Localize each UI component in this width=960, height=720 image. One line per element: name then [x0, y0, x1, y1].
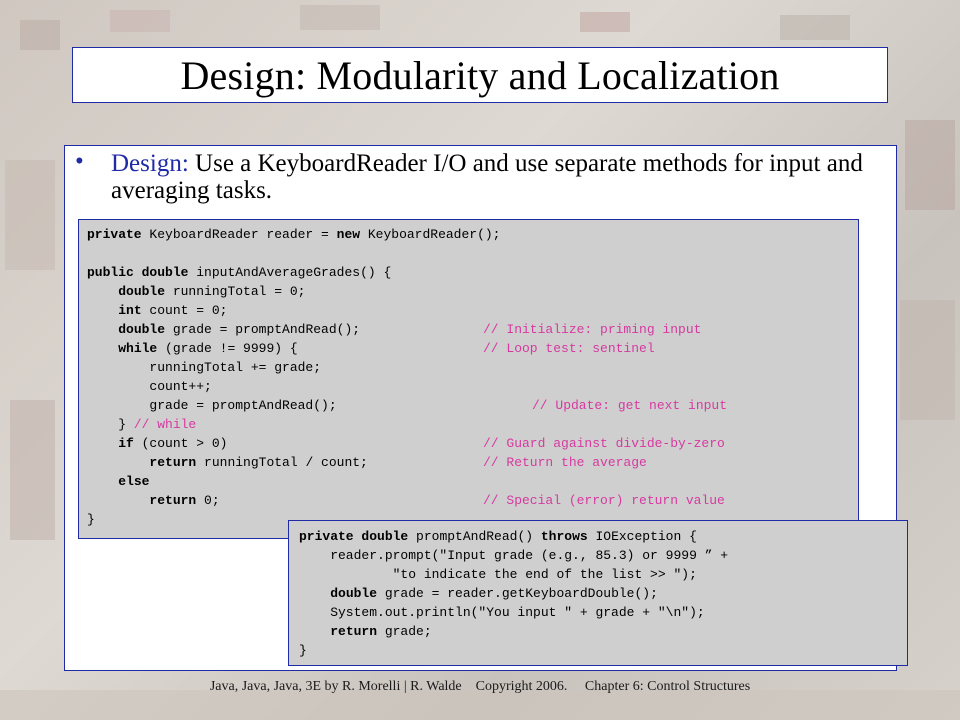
- code-line: [87, 225, 858, 244]
- code-line: [87, 472, 858, 491]
- code-text: runningTotal += grade;: [87, 360, 322, 375]
- code-line: [87, 453, 858, 472]
- code-comment: // Return the average: [483, 455, 647, 470]
- bullet-dot: •: [75, 148, 84, 175]
- code-line: return grade;: [330, 624, 432, 639]
- code-comment: // Guard against divide-by-zero: [483, 436, 725, 451]
- code-line: [87, 263, 858, 282]
- code-line: reader.prompt("Input grade (e.g., 85.3) or 9999 ” +: [299, 548, 729, 563]
- code-block-prompt: [288, 520, 908, 666]
- title-box: [72, 47, 888, 103]
- bullet-text: [111, 150, 871, 204]
- code-text: private KeyboardReader reader = new KeyboardReader();: [87, 227, 501, 242]
- code-line: [87, 244, 858, 263]
- code-line: }: [299, 643, 307, 658]
- code-block-main: [78, 219, 859, 539]
- code-line: double grade = reader.getKeyboardDouble();: [330, 586, 658, 601]
- code-line: [87, 377, 858, 396]
- code-line: [87, 396, 858, 415]
- code-line: [87, 415, 858, 434]
- code-line: [87, 434, 858, 453]
- code-line: System.out.println("You input " + grade + "\n");: [299, 605, 705, 620]
- code-text: }: [87, 417, 134, 432]
- code-text: grade = promptAndRead();: [87, 398, 337, 413]
- code-text: else: [118, 474, 150, 489]
- code-line: private double promptAndRead() throws IOException {: [299, 529, 697, 544]
- code-line: [87, 358, 858, 377]
- code-text: double runningTotal = 0;: [118, 284, 306, 299]
- code-line: [87, 491, 858, 510]
- code-text: while (grade != 9999) {: [118, 341, 298, 356]
- code-text: }: [87, 512, 95, 527]
- code-line: [87, 282, 858, 301]
- code-text: return runningTotal / count;: [149, 455, 368, 470]
- bullet-body: Use a KeyboardReader I/O and use separate methods for input and averaging tasks.: [111, 150, 863, 204]
- code-comment: // Loop test: sentinel: [483, 341, 655, 356]
- code-text: count++;: [87, 379, 212, 394]
- code-comment: // Special (error) return value: [483, 493, 725, 508]
- code-text: double grade = promptAndRead();: [118, 322, 361, 337]
- code-line: [87, 339, 858, 358]
- slide-title: Design: Modularity and Localization: [180, 52, 780, 98]
- code-text: public double inputAndAverageGrades() {: [87, 265, 392, 280]
- code-comment: // while: [133, 417, 197, 432]
- bullet-lead: Design:: [111, 150, 189, 177]
- code-comment: // Update: get next input: [532, 398, 728, 413]
- code-line: [87, 301, 858, 320]
- code-text: return 0;: [149, 493, 220, 508]
- code-text: if (count > 0): [118, 436, 228, 451]
- footer-text: Java, Java, Java, 3E by R. Morelli | R. Walde Copyright 2006. Chapter 6: Control Structures: [209, 679, 751, 694]
- code-line: [87, 320, 858, 339]
- code-text: int count = 0;: [118, 303, 228, 318]
- code-comment: // Initialize: priming input: [483, 322, 702, 337]
- code-line: "to indicate the end of the list >> ");: [299, 567, 697, 582]
